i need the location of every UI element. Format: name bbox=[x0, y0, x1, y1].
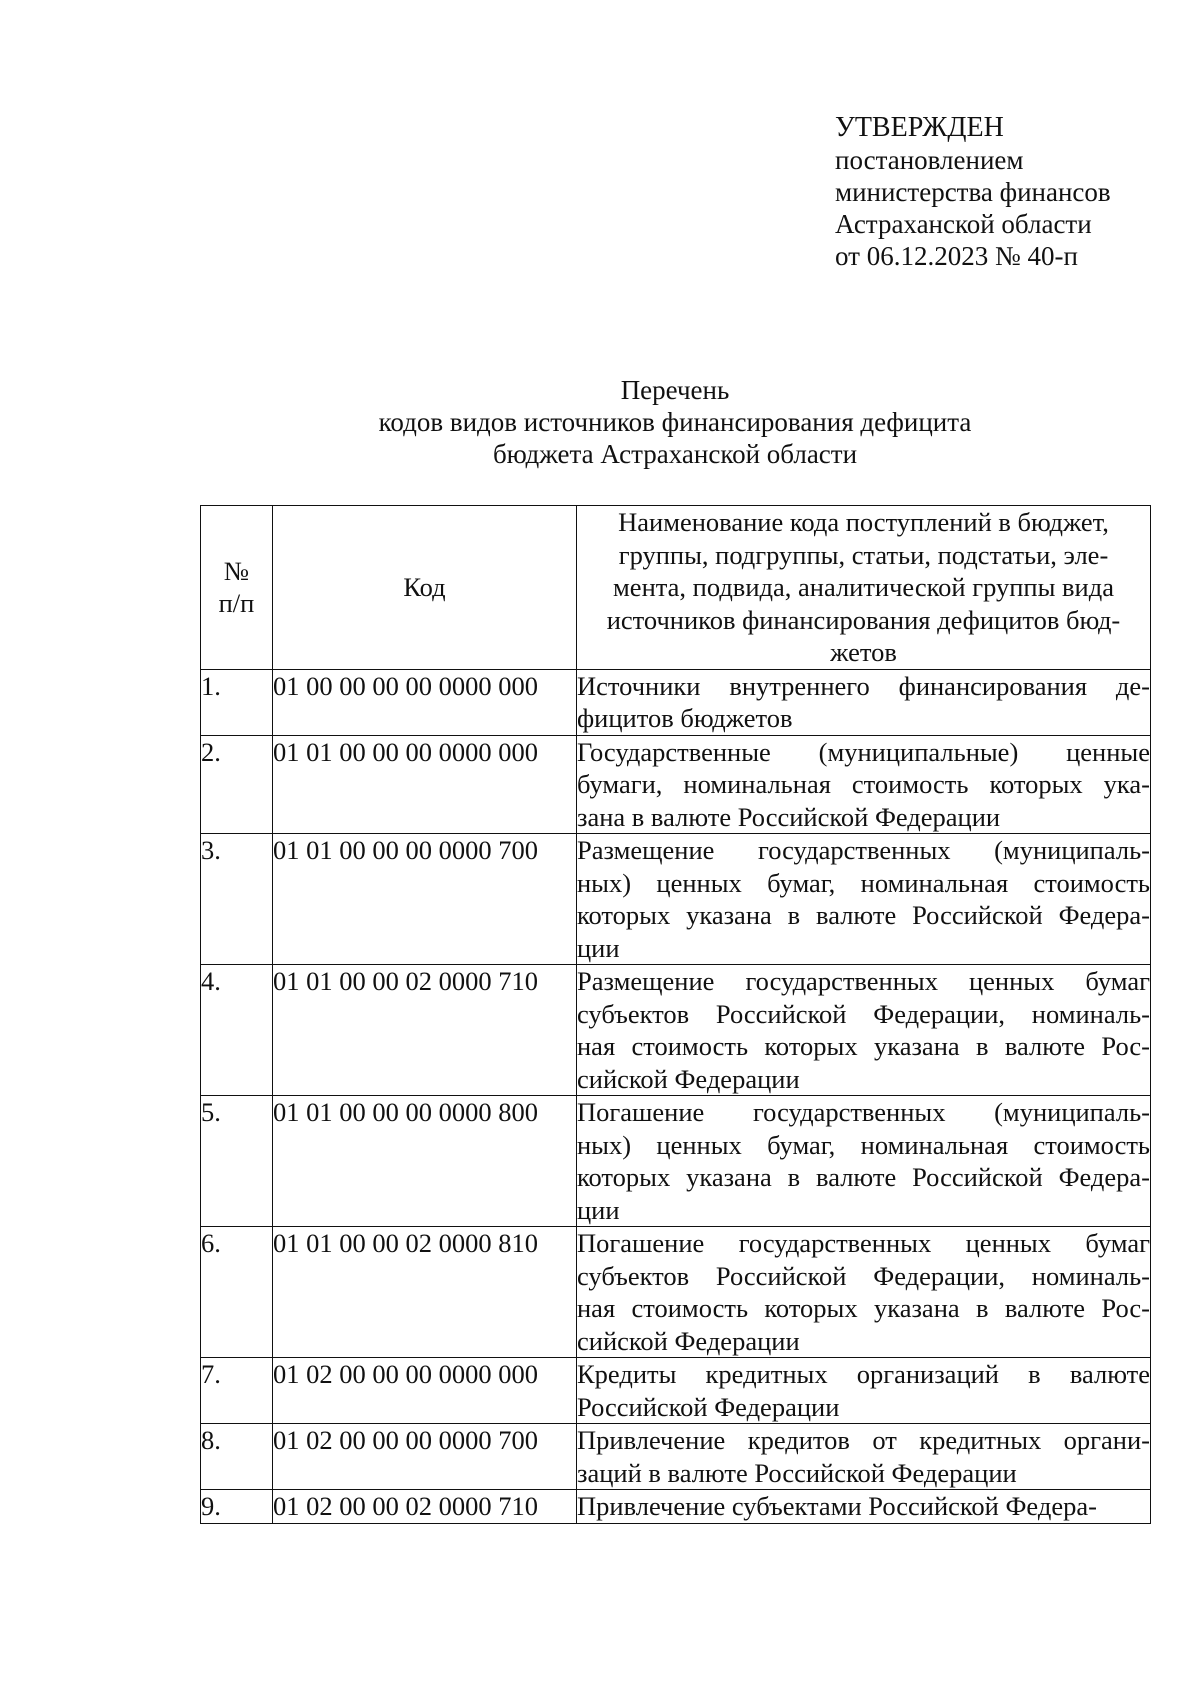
document-title-line-1: Перечень bbox=[620, 375, 730, 405]
header-name-line: источников финансирования дефицитов бюд- bbox=[606, 604, 1121, 635]
table-row bbox=[201, 834, 1151, 965]
document-title-line-2: кодов видов источников финансирования дефицита bbox=[378, 407, 972, 437]
row-code: 01 01 00 00 00 0000 800 bbox=[273, 1096, 577, 1227]
approval-line-1: постановлением bbox=[835, 145, 1024, 175]
header-name bbox=[577, 506, 1151, 670]
row-name-line: ции bbox=[577, 1194, 620, 1225]
row-name-line: Погашение государственных ценных бумаг bbox=[577, 1228, 1150, 1258]
row-number: 2. bbox=[201, 735, 273, 834]
row-name-line: Привлечение кредитов от кредитных органи- bbox=[577, 1425, 1150, 1455]
row-name-line: ных) ценных бумаг, номинальная стоимость bbox=[577, 1129, 1150, 1160]
document-title bbox=[0, 374, 1200, 470]
row-name-line: бумаги, номинальная стоимость которых ука- bbox=[577, 769, 1150, 799]
row-code: 01 02 00 00 00 0000 000 bbox=[273, 1358, 577, 1424]
row-code: 01 00 00 00 00 0000 000 bbox=[273, 669, 577, 735]
row-name bbox=[577, 1490, 1151, 1524]
codes-table bbox=[200, 505, 1151, 1524]
table-row bbox=[201, 1358, 1151, 1424]
row-number: 3. bbox=[201, 834, 273, 965]
header-code: Код bbox=[273, 506, 577, 670]
row-name-line: Источники внутреннего финансирования де- bbox=[577, 670, 1150, 701]
row-code: 01 02 00 00 00 0000 700 bbox=[273, 1424, 577, 1490]
approval-title: УТВЕРЖДЕН bbox=[835, 112, 1004, 143]
row-name-line: зана в валюте Российской Федерации bbox=[577, 801, 1001, 832]
document-title-line-3: бюджета Астраханской области bbox=[492, 439, 858, 469]
table-row bbox=[201, 1096, 1151, 1227]
header-name-line: жетов bbox=[830, 637, 897, 667]
row-number: 5. bbox=[201, 1096, 273, 1227]
table-row bbox=[201, 1227, 1151, 1358]
row-name-line: Российской Федерации bbox=[577, 1391, 840, 1422]
header-name-line: мента, подвида, аналитической группы вида bbox=[613, 572, 1114, 602]
row-name-line: заций в валюте Российской Федерации bbox=[577, 1457, 1017, 1488]
row-code: 01 02 00 00 02 0000 710 bbox=[273, 1490, 577, 1524]
row-code: 01 01 00 00 02 0000 710 bbox=[273, 965, 577, 1096]
row-name-line: ная стоимость которых указана в валюте Рос- bbox=[577, 1293, 1150, 1323]
row-name bbox=[577, 965, 1151, 1096]
row-name bbox=[577, 669, 1151, 735]
row-name-line: Размещение государственных (муниципаль- bbox=[577, 835, 1150, 865]
row-name-line: Размещение государственных ценных бумаг bbox=[577, 966, 1150, 996]
row-name bbox=[577, 834, 1151, 965]
row-number: 9. bbox=[201, 1490, 273, 1524]
row-name-line: ции bbox=[577, 932, 620, 963]
header-name-line: группы, подгруппы, статьи, подстатьи, эле- bbox=[618, 539, 1109, 570]
row-number: 6. bbox=[201, 1227, 273, 1358]
row-name-line: сийской Федерации bbox=[577, 1325, 800, 1356]
approval-date-number: от 06.12.2023 № 40-п bbox=[835, 241, 1078, 271]
row-name bbox=[577, 1358, 1151, 1424]
header-number-sign: № bbox=[223, 555, 250, 586]
row-name-line: которых указана в валюте Российской Федера- bbox=[577, 1162, 1150, 1192]
row-name bbox=[577, 735, 1151, 834]
row-name bbox=[577, 1096, 1151, 1227]
table-row bbox=[201, 1424, 1151, 1490]
row-number: 7. bbox=[201, 1358, 273, 1424]
table-row bbox=[201, 965, 1151, 1096]
row-name-line: ных) ценных бумаг, номинальная стоимость bbox=[577, 867, 1150, 898]
row-name bbox=[577, 1424, 1151, 1490]
row-name-line: Кредиты кредитных организаций в валюте bbox=[577, 1359, 1150, 1389]
row-name-line: субъектов Российской Федерации, номиналь- bbox=[577, 1260, 1150, 1291]
row-number: 1. bbox=[201, 669, 273, 735]
row-name-line: сийской Федерации bbox=[577, 1063, 800, 1094]
row-name-line: Погашение государственных (муниципаль- bbox=[577, 1097, 1150, 1127]
row-name-line: фицитов бюджетов bbox=[577, 703, 793, 733]
row-code: 01 01 00 00 00 0000 000 bbox=[273, 735, 577, 834]
row-name-line: которых указана в валюте Российской Федера- bbox=[577, 900, 1150, 930]
table-row bbox=[201, 669, 1151, 735]
header-number bbox=[201, 506, 273, 670]
row-name-line: субъектов Российской Федерации, номиналь- bbox=[577, 998, 1150, 1029]
table-body bbox=[201, 669, 1151, 1523]
approval-stamp bbox=[835, 112, 1111, 272]
approval-line-3: Астраханской области bbox=[835, 209, 1092, 239]
approval-line-2: министерства финансов bbox=[835, 177, 1111, 207]
row-number: 8. bbox=[201, 1424, 273, 1490]
row-name-line: Привлечение субъектами Российской Федера- bbox=[577, 1491, 1097, 1521]
row-number: 4. bbox=[201, 965, 273, 1096]
table-header-row bbox=[201, 506, 1151, 670]
row-name-line: Государственные (муниципальные) ценные bbox=[577, 736, 1150, 767]
header-name-line: Наименование кода поступлений в бюджет, bbox=[618, 507, 1109, 537]
header-number-pp: п/п bbox=[218, 588, 255, 619]
table-row bbox=[201, 1490, 1151, 1524]
table-row bbox=[201, 735, 1151, 834]
row-code: 01 01 00 00 02 0000 810 bbox=[273, 1227, 577, 1358]
row-name bbox=[577, 1227, 1151, 1358]
row-name-line: ная стоимость которых указана в валюте Рос- bbox=[577, 1031, 1150, 1061]
row-code: 01 01 00 00 00 0000 700 bbox=[273, 834, 577, 965]
